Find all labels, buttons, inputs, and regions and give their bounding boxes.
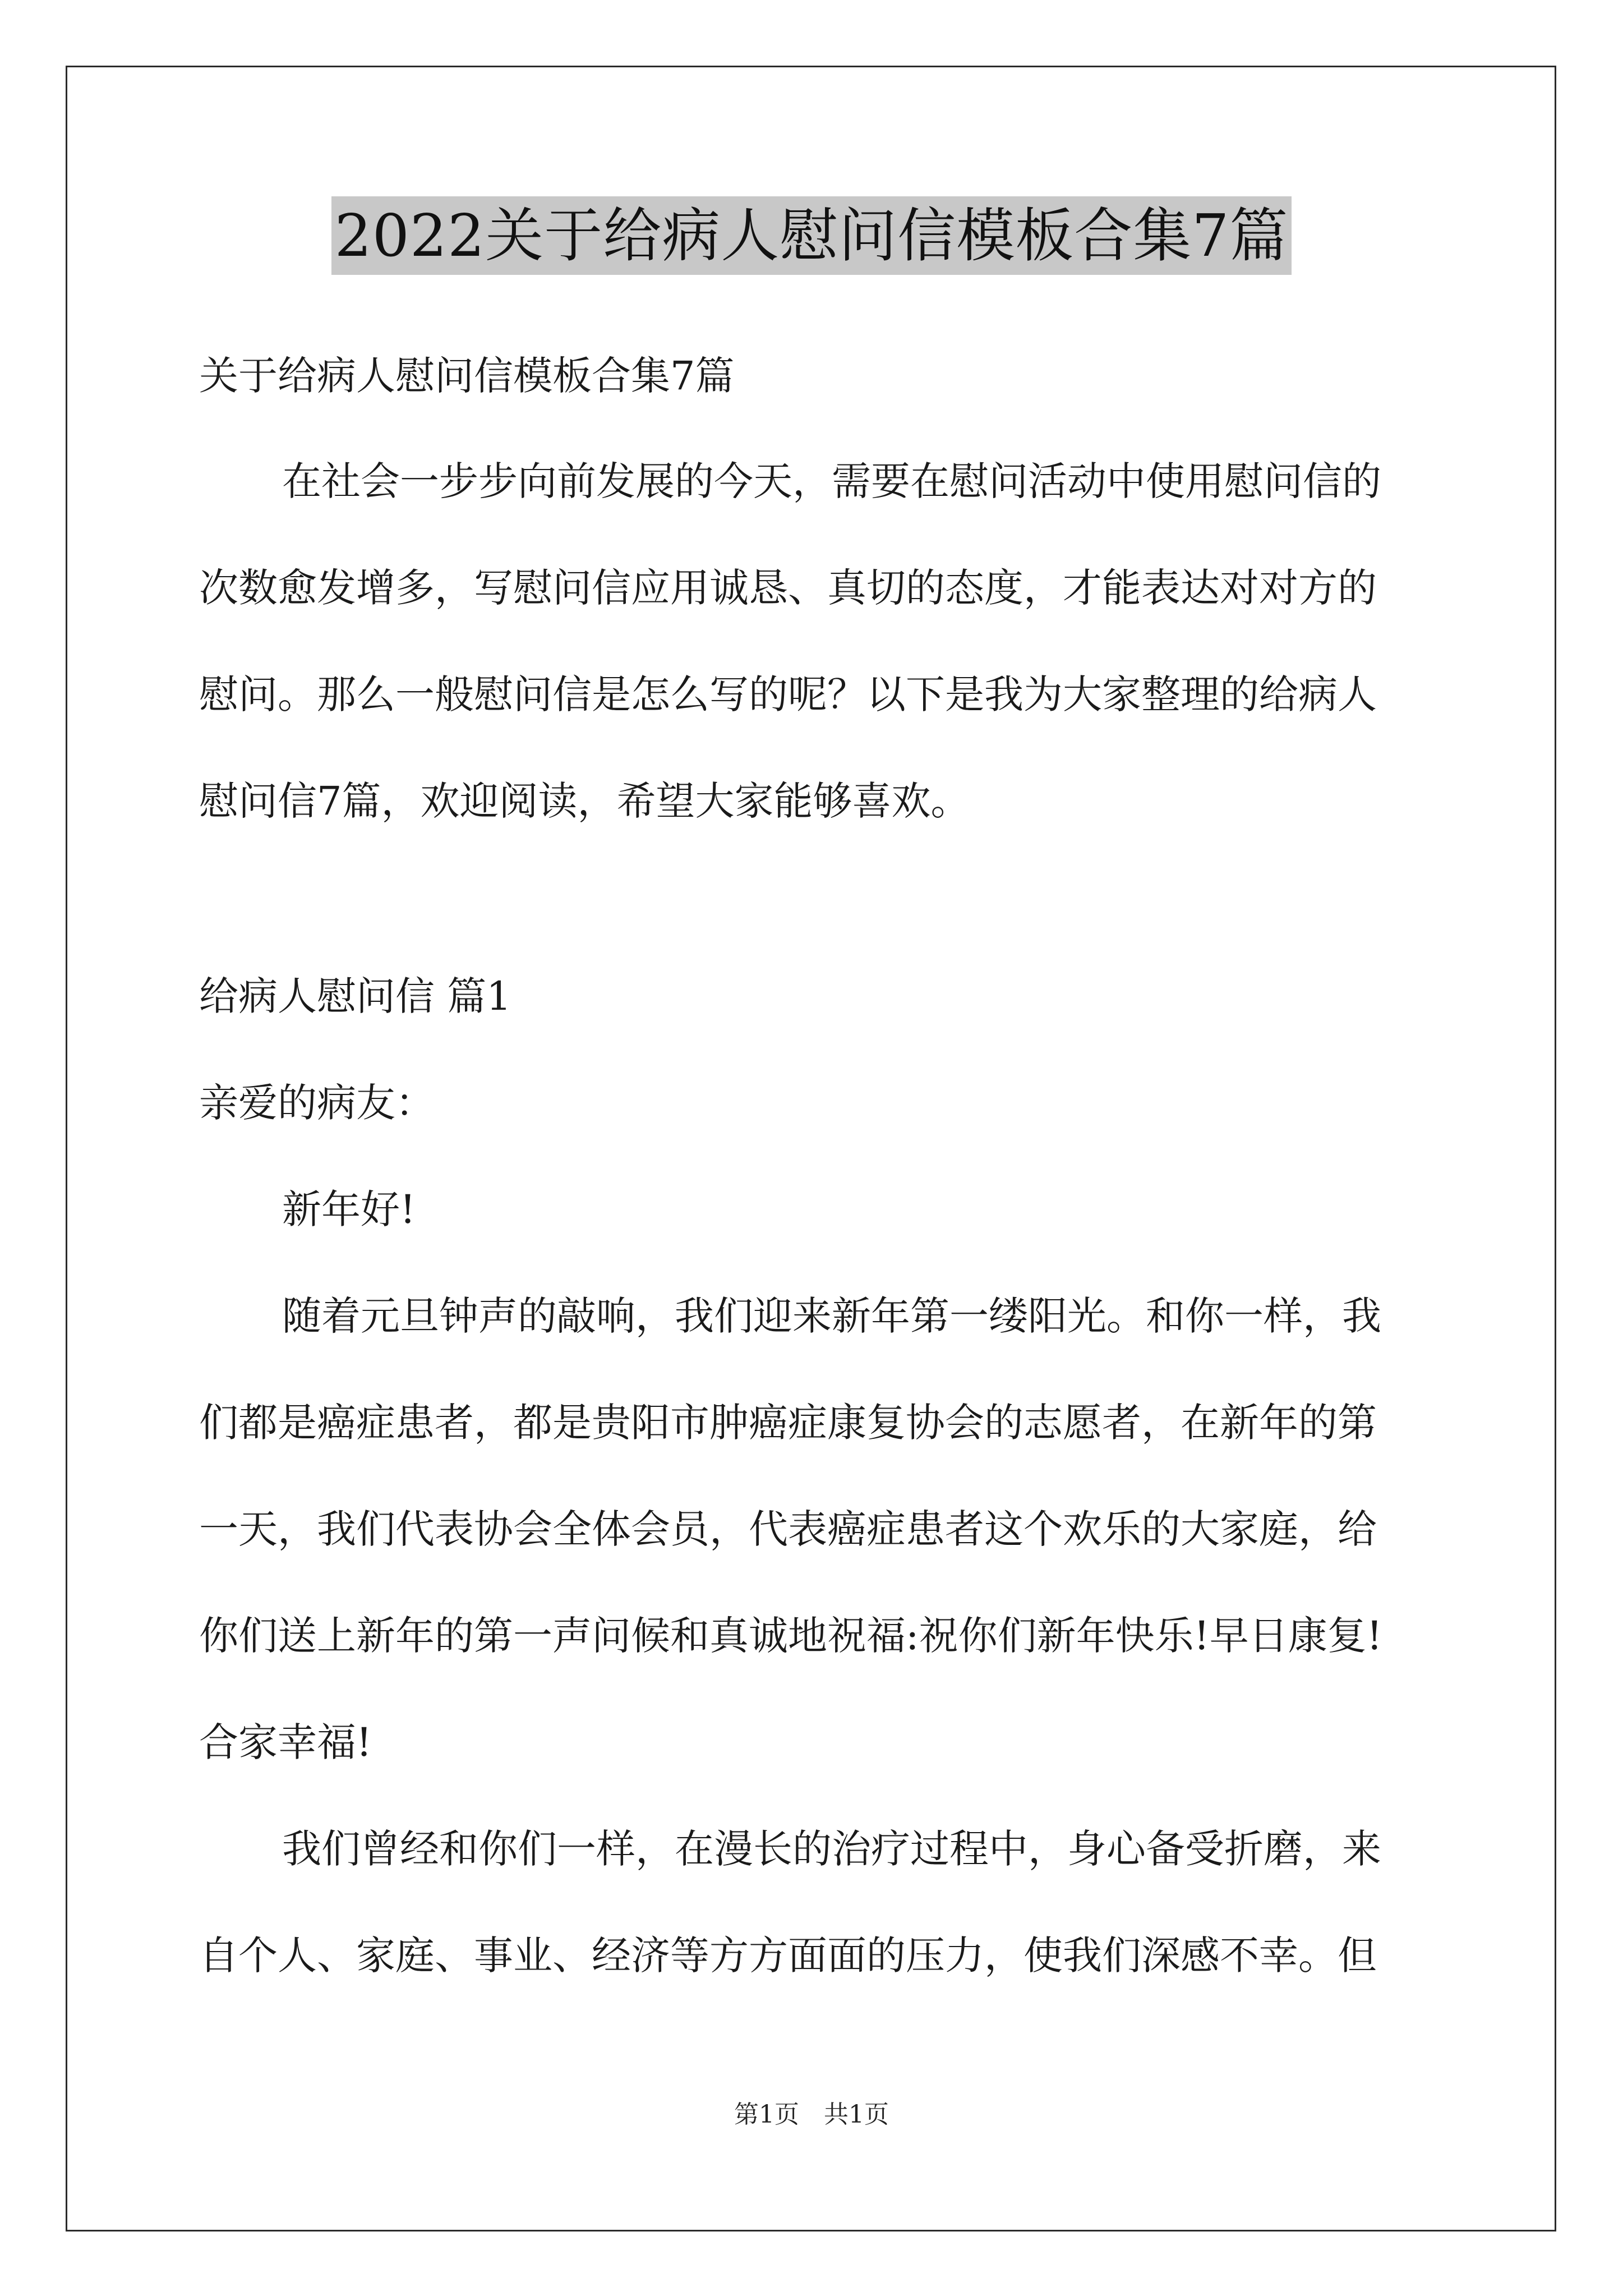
body-line-3: 一天，我们代表协会全体会员，代表癌症患者这个欢乐的大家庭，给 — [199, 1506, 1377, 1552]
body-line-7: 自个人、家庭、事业、经济等方方面面的压力，使我们深感不幸。但 — [199, 1932, 1377, 1978]
page-number: 第1页 — [734, 2100, 799, 2129]
section-heading: 给病人慰问信 篇1 — [199, 973, 511, 1019]
document-title: 2022关于给病人慰问信模板合集7篇 — [331, 196, 1292, 275]
salutation-line: 亲爱的病友： — [199, 1080, 435, 1126]
intro-line-2: 次数愈发增多，写慰问信应用诚恳、真切的态度，才能表达对对方的 — [199, 565, 1377, 611]
greeting-line: 新年好! — [282, 1186, 416, 1232]
body-line-2: 们都是癌症患者，都是贵阳市肿癌症康复协会的志愿者，在新年的第 — [199, 1400, 1377, 1446]
body-line-5: 合家幸福! — [199, 1719, 372, 1765]
intro-line-3: 慰问。那么一般慰问信是怎么写的呢？以下是我为大家整理的给病人 — [199, 671, 1377, 717]
body-line-6: 我们曾经和你们一样，在漫长的治疗过程中，身心备受折磨，来 — [282, 1826, 1381, 1872]
intro-line-4: 慰问信7篇，欢迎阅读，希望大家能够喜欢。 — [199, 778, 970, 824]
intro-line-1: 在社会一步步向前发展的今天，需要在慰问活动中使用慰问信的 — [282, 458, 1381, 504]
title-container — [0, 196, 1623, 275]
page-total: 共1页 — [824, 2100, 889, 2129]
subtitle-line: 关于给病人慰问信模板合集7篇 — [199, 353, 735, 399]
body-line-4: 你们送上新年的第一声问候和真诚地祝福:祝你们新年快乐!早日康复! — [199, 1613, 1382, 1659]
page-footer — [0, 2098, 1623, 2132]
body-line-1: 随着元旦钟声的敲响，我们迎来新年第一缕阳光。和你一样，我 — [282, 1293, 1381, 1339]
